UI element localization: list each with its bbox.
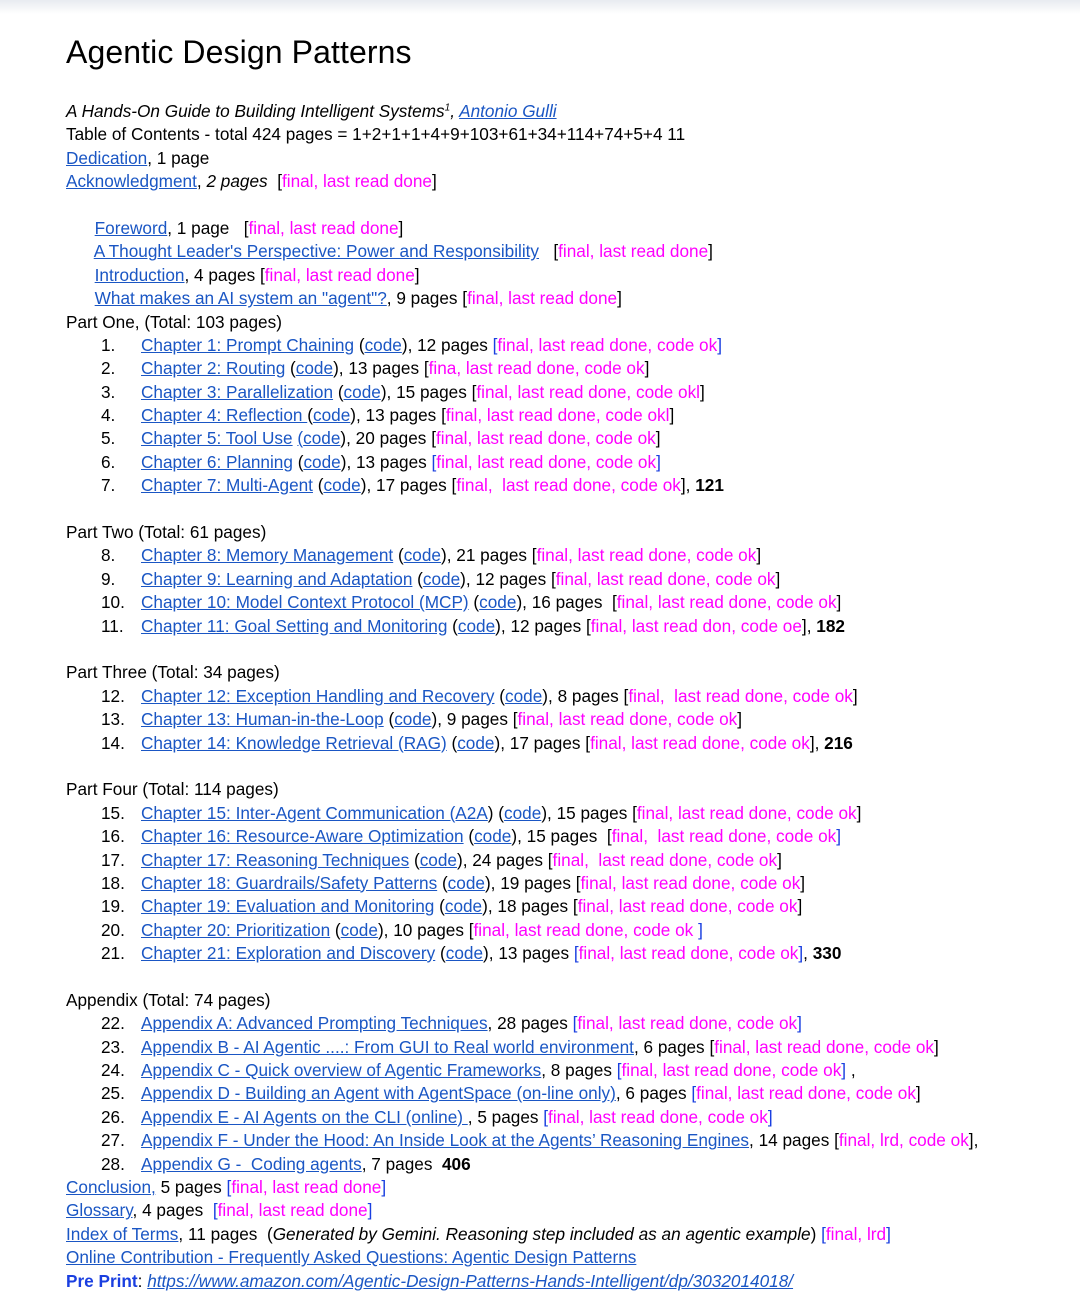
chapter-row: 20. Chapter 20: Prioritization (code), 10 pages [final, last read done, code ok ] — [101, 919, 703, 940]
part-one-heading: Part One, (Total: 103 pages) — [66, 311, 282, 332]
online-faq-link[interactable]: Online Contribution - Frequently Asked Questions: Agentic Design Patterns — [66, 1247, 637, 1268]
appendix-link[interactable]: Appendix A: Advanced Prompting Techniques — [141, 1013, 488, 1034]
back-item-conclusion: Conclusion, 5 pages [final, last read done] — [66, 1176, 387, 1197]
acknowledgment-link[interactable]: Acknowledgment — [66, 171, 197, 192]
status-note: final, last read done — [281, 171, 432, 192]
chapter-link[interactable]: Chapter 9: Learning and Adaptation — [141, 568, 413, 589]
appendix-row: 25. Appendix D - Building an Agent with AgentSpace (on-line only), 6 pages [final, last read done, code ok] — [101, 1083, 921, 1104]
chapter-row: 4. Chapter 4: Reflection (code), 13 pages [final, last read done, code okl] — [101, 405, 675, 426]
status-note: final, last read done, code ok — [497, 334, 718, 355]
part-three-heading: Part Three (Total: 34 pages) — [66, 662, 280, 683]
appendix-link[interactable]: Appendix F - Under the Hood: An Inside Look at the Agents’ Reasoning Engines — [141, 1130, 750, 1151]
part-four-heading: Part Four (Total: 114 pages) — [66, 779, 279, 800]
front-item-acknowledgment: Acknowledgment, 2 pages [final, last read done] — [66, 171, 437, 192]
appendix-link[interactable]: Appendix D - Building an Agent with AgentSpace (on-line only) — [141, 1083, 616, 1104]
foreword-link[interactable]: Foreword — [94, 217, 168, 238]
code-link[interactable]: code — [364, 334, 402, 355]
chapter-link[interactable]: Chapter 15: Inter-Agent Communication (A2A — [141, 802, 488, 823]
front-item-thought-leader: A Thought Leader's Perspective: Power and Responsibility [final, last read done] — [93, 241, 713, 262]
status-note: final, lrd, code ok — [838, 1130, 969, 1151]
chapter-row: 2. Chapter 2: Routing (code), 13 pages [fina, last read done, code ok] — [101, 358, 650, 379]
status-note: final, last read done, code ok — [621, 1060, 842, 1081]
status-note: final, last read done — [231, 1176, 382, 1197]
chapter-row: 5. Chapter 5: Tool Use (code), 20 pages [final, last read done, code ok] — [101, 428, 661, 449]
chapter-row: 10. Chapter 10: Model Context Protocol (MCP) (code), 16 pages [final, last read done, code ok] — [101, 592, 842, 613]
status-note: final, last read done, code okl — [476, 381, 700, 402]
preprint-url-link[interactable]: https://www.amazon.com/Agentic-Design-Patterns-Hands-Intelligent/dp/3032014018/ — [147, 1270, 794, 1291]
chapter-link[interactable]: Chapter 5: Tool Use — [141, 428, 293, 449]
chapter-link[interactable]: Chapter 4: Reflection — [141, 405, 308, 426]
status-note: final, last read done, code ok — [456, 475, 681, 496]
chapter-link[interactable]: Chapter 2: Routing — [141, 358, 286, 379]
status-note: final, last read done, code ok — [536, 545, 757, 566]
status-note: final, last read done — [264, 264, 415, 285]
appendix-link[interactable]: Appendix B - AI Agentic ....: From GUI to Real world environment — [141, 1036, 634, 1057]
chapter-link[interactable]: Chapter 1: Prompt Chaining — [141, 334, 355, 355]
code-link[interactable]: code — [403, 545, 441, 566]
code-link[interactable]: code — [457, 615, 496, 636]
front-item-what-makes-agent: What makes an AI system an "agent"?, 9 pages [final, last read done] — [94, 288, 622, 309]
back-item-glossary: Glossary, 4 pages [final, last read done] — [66, 1200, 373, 1221]
appendix-row: 23. Appendix B - AI Agentic ....: From GUI to Real world environment, 6 pages [final, last read done, code ok] — [101, 1036, 939, 1057]
author-link[interactable]: Antonio Gulli — [459, 101, 557, 121]
page-title: Agentic Design Patterns — [66, 34, 412, 70]
appendix-link[interactable]: Appendix E - AI Agents on the CLI (online) — [141, 1106, 468, 1127]
chapter-link[interactable]: Chapter 20: Prioritization — [141, 919, 331, 940]
back-item-faq — [66, 1246, 1066, 1269]
running-total: 406 — [441, 1153, 471, 1174]
chapter-row: 18. Chapter 18: Guardrails/Safety Patterns (code), 19 pages [final, last read done, code ok] — [101, 872, 806, 893]
code-link[interactable]: code — [312, 405, 351, 426]
chapter-link[interactable]: Chapter 18: Guardrails/Safety Patterns — [141, 872, 438, 893]
status-note: final, last read done, code ok — [555, 568, 776, 589]
subtitle-line: A Hands-On Guide to Building Intelligent Systems$^1$, Antonio Gulli — [66, 101, 557, 121]
status-note: final, last read done, code ok — [517, 709, 738, 730]
subtitle: A Hands-On Guide to Building Intelligent Systems — [66, 101, 445, 121]
back-item-index: Index of Terms, 11 pages (Generated by Gemini. Reasoning step included as an agentic example) [final, lrd] — [66, 1223, 891, 1244]
conclusion-link[interactable]: Conclusion, — [66, 1176, 156, 1197]
status-note: final, last read done, code ok — [435, 428, 656, 449]
status-note: final, last read done, code ok — [473, 919, 699, 940]
code-link[interactable]: code — [457, 732, 495, 753]
code-link[interactable]: (code — [297, 428, 341, 449]
chapter-link[interactable]: Chapter 13: Human-in-the-Loop — [141, 709, 384, 730]
chapter-row: 12. Chapter 12: Exception Handling and Recovery (code), 8 pages [final, last read done, code ok] — [101, 685, 858, 706]
status-note: final, last read done, code ok — [577, 896, 798, 917]
code-link[interactable]: code — [504, 802, 542, 823]
status-note: fina, last read done, code ok — [428, 358, 645, 379]
chapter-row: 1. Chapter 1: Prompt Chaining (code), 12 pages [final, last read done, code ok] — [101, 334, 722, 355]
table-of-contents — [66, 100, 1066, 1293]
status-note: final, last read done, code ok — [616, 592, 837, 613]
dedication-link[interactable]: Dedication — [66, 147, 148, 168]
status-note: final, last read done, code ok — [714, 1036, 934, 1057]
chapter-link[interactable]: Chapter 21: Exploration and Discovery — [141, 943, 436, 964]
status-note: final, last read done, code ok — [577, 1013, 798, 1034]
thought-leader-link[interactable]: A Thought Leader's Perspective: Power and Responsibility — [93, 241, 540, 262]
code-link[interactable]: code — [340, 919, 378, 940]
code-link[interactable]: code — [422, 568, 461, 589]
code-link[interactable]: code — [445, 943, 484, 964]
status-note: final, last read done, code ok — [628, 685, 853, 706]
chapter-row: 11. Chapter 11: Goal Setting and Monitoring (code), 12 pages [final, last read don, code oe], 182 — [101, 615, 845, 636]
chapter-row: 6. Chapter 6: Planning (code), 13 pages [final, last read done, code ok] — [101, 451, 661, 472]
status-note: final, last read done, code okl — [445, 405, 670, 426]
status-note: final, last read done — [248, 217, 399, 238]
chapter-link[interactable]: Chapter 17: Reasoning Techniques — [141, 849, 410, 870]
status-note: final, last read done, code ok — [636, 802, 857, 823]
chapter-row: 14. Chapter 14: Knowledge Retrieval (RAG) (code), 17 pages [final, last read done, code ok], 216 — [101, 732, 853, 753]
chapter-link[interactable]: Chapter 12: Exception Handling and Recovery — [141, 685, 495, 706]
running-total: 182 — [816, 615, 845, 636]
code-link[interactable]: code — [303, 451, 341, 472]
status-note: final, last read done, code ok — [590, 732, 810, 753]
chapter-row: 8. Chapter 8: Memory Management (code), 21 pages [final, last read done, code ok] — [101, 545, 762, 566]
appendix-row: 24. Appendix C - Quick overview of Agentic Frameworks, 8 pages [final, last read done, code ok] , — [101, 1060, 856, 1081]
appendix-row: 26. Appendix E - AI Agents on the CLI (online) , 5 pages [final, last read done, code ok] — [101, 1106, 773, 1127]
appendix-row: 27. Appendix F - Under the Hood: An Inside Look at the Agents’ Reasoning Engines, 14 pages [final, lrd, code ok], — [101, 1130, 979, 1151]
glossary-link[interactable]: Glossary — [66, 1200, 133, 1221]
appendix-row: 22. Appendix A: Advanced Prompting Techniques, 28 pages [final, last read done, code ok] — [101, 1013, 802, 1034]
document-page — [66, 30, 1066, 1293]
code-link[interactable]: code — [505, 685, 543, 706]
running-total: 216 — [824, 732, 853, 753]
footnote-marker: 1 — [444, 102, 451, 114]
chapter-row: 21. Chapter 21: Exploration and Discovery (code), 13 pages [final, last read done, code ok], 330 — [101, 943, 842, 964]
code-link[interactable]: code — [394, 709, 432, 730]
code-link[interactable]: code — [444, 896, 483, 917]
status-note: final, last read done, code ok — [552, 849, 778, 870]
status-note: final, last read done — [558, 241, 709, 262]
running-total: 121 — [695, 475, 724, 496]
chapter-row: 9. Chapter 9: Learning and Adaptation (code), 12 pages [final, last read done, code ok] — [101, 568, 781, 589]
toc-summary: Table of Contents - total 424 pages = 1+2+1+1+4+9+103+61+34+114+74+5+4 11 — [66, 124, 686, 145]
chapter-link[interactable]: Chapter 11: Goal Setting and Monitoring — [141, 615, 448, 636]
chapter-link[interactable]: Chapter 3: Parallelization — [141, 381, 334, 402]
chapter-link[interactable]: Chapter 14: Knowledge Retrieval (RAG) — [141, 732, 447, 753]
front-item-introduction: Introduction, 4 pages [final, last read done] — [94, 264, 420, 285]
introduction-link[interactable]: Introduction — [94, 264, 185, 285]
status-note: final, last read done — [467, 288, 618, 309]
front-item-dedication: Dedication, 1 page — [66, 147, 210, 168]
status-note: final, lrd — [825, 1223, 887, 1244]
chapter-link[interactable]: Chapter 19: Evaluation and Monitoring — [141, 896, 435, 917]
chapter-link[interactable]: Chapter 6: Planning — [141, 451, 293, 472]
code-link[interactable]: code — [479, 592, 517, 613]
appendix-link[interactable]: Appendix G - Coding agents — [141, 1153, 362, 1174]
status-note: final, last read done, code ok — [578, 943, 799, 964]
front-item-foreword: Foreword, 1 page [final, last read done] — [94, 217, 404, 238]
status-note: final, last read don, code oe — [590, 615, 802, 636]
preprint-line: Pre Print: https://www.amazon.com/Agentic-Design-Patterns-Hands-Intelligent/dp/3032014018/ — [66, 1270, 794, 1291]
what-makes-agent-link[interactable]: What makes an AI system an "agent"? — [94, 288, 387, 309]
code-link[interactable]: code — [474, 826, 512, 847]
chapter-row: 19. Chapter 19: Evaluation and Monitoring (code), 18 pages [final, last read done, code ok] — [101, 896, 803, 917]
chapter-row: 13. Chapter 13: Human-in-the-Loop (code), 9 pages [final, last read done, code ok] — [101, 709, 743, 730]
code-link[interactable]: code — [343, 381, 381, 402]
chapter-link[interactable]: Chapter 10: Model Context Protocol (MCP) — [141, 592, 469, 613]
chapter-link[interactable]: Chapter 8: Memory Management — [141, 545, 394, 566]
appendix-heading: Appendix (Total: 74 pages) — [66, 989, 271, 1010]
preprint-label: Pre Print — [66, 1270, 138, 1291]
code-link[interactable]: code — [447, 872, 485, 893]
status-note: final, last read done, code ok — [696, 1083, 916, 1104]
index-of-terms-link[interactable]: Index of Terms — [66, 1223, 179, 1244]
status-note: final, last read done, code ok — [548, 1106, 768, 1127]
status-note: final, last read done, code ok — [611, 826, 837, 847]
chapter-row: 7. Chapter 7: Multi-Agent (code), 17 pages [final, last read done, code ok], 121 — [101, 475, 724, 496]
chapter-link[interactable]: Chapter 16: Resource-Aware Optimization — [141, 826, 464, 847]
appendix-link[interactable]: Appendix C - Quick overview of Agentic Frameworks — [141, 1060, 542, 1081]
code-link[interactable]: code — [295, 358, 334, 379]
status-note: final, last read done — [217, 1200, 368, 1221]
index-note: Generated by Gemini. Reasoning step included as an agentic example — [272, 1223, 811, 1244]
chapter-row: 16. Chapter 16: Resource-Aware Optimization (code), 15 pages [final, last read done, code ok] — [101, 826, 842, 847]
chapter-row: 17. Chapter 17: Reasoning Techniques (code), 24 pages [final, last read done, code ok] — [101, 849, 782, 870]
chapter-row: 3. Chapter 3: Parallelization (code), 15 pages [final, last read done, code okl] — [101, 381, 705, 402]
part-two-heading: Part Two (Total: 61 pages) — [66, 522, 267, 543]
viewer-top-bar — [0, 0, 1080, 14]
chapter-link[interactable]: Chapter 7: Multi-Agent — [141, 475, 313, 496]
chapter-row: 15. Chapter 15: Inter-Agent Communication (A2A) (code), 15 pages [final, last read done, code ok] — [101, 802, 862, 823]
running-total: 330 — [812, 943, 842, 964]
code-link[interactable]: code — [419, 849, 457, 870]
status-note: final, last read done, code ok — [580, 872, 801, 893]
code-link[interactable]: code — [323, 475, 361, 496]
status-note: final, last read done, code ok — [436, 451, 657, 472]
appendix-row: 28. Appendix G - Coding agents, 7 pages 406 — [101, 1153, 471, 1174]
